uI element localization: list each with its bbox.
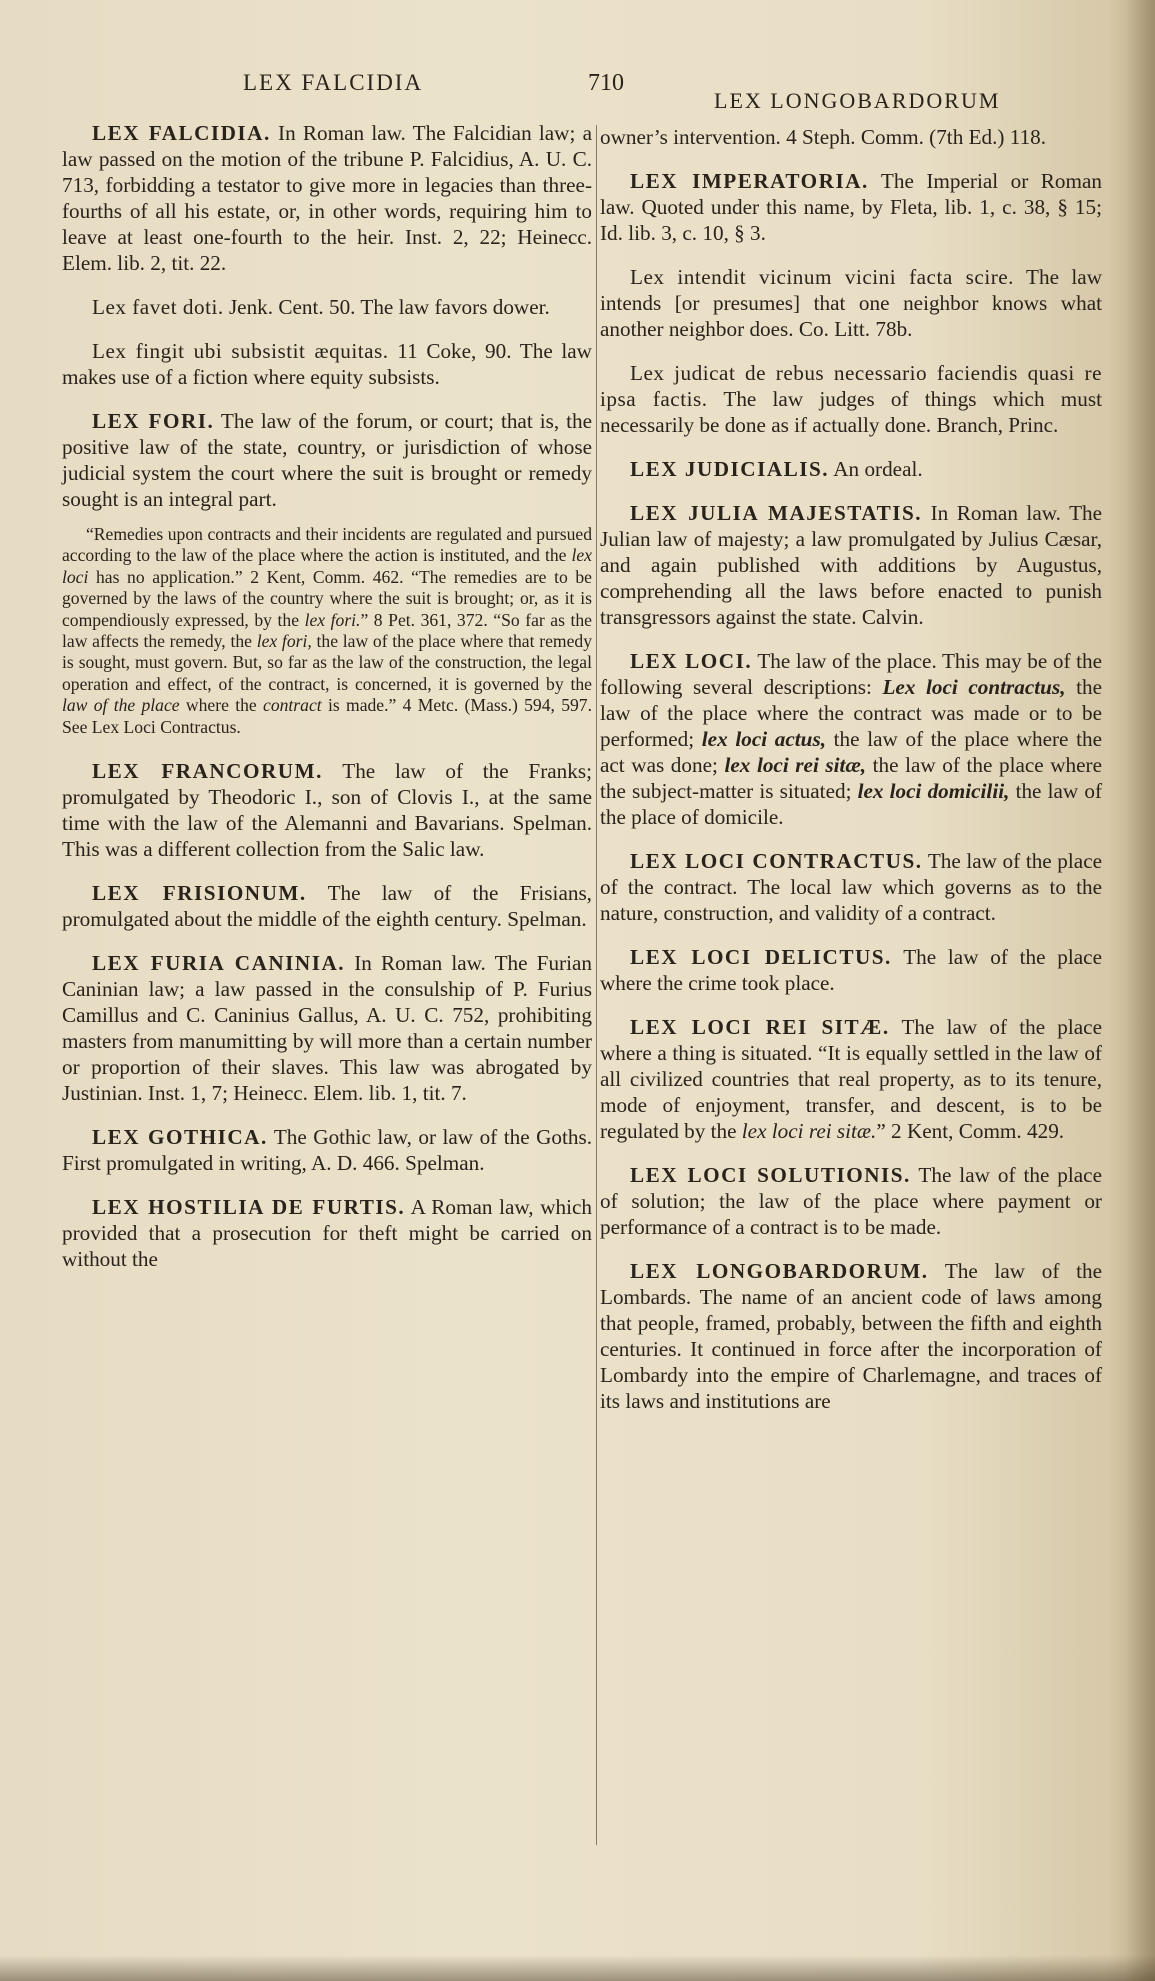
quote-text: “Remedies upon contracts and their incidents are regulated and pursued according to the law of the place where the action is instituted, and the [62,524,592,566]
right-column [600,124,1102,1432]
page-spine-shadow [1125,0,1155,1981]
left-column [62,120,592,1290]
entry-lex-fori [62,408,592,512]
entry-definition: The law of the place of solution; the law of the place where payment or performance of a contract is to be made. [600,1163,1102,1239]
entry-definition: the law of the place where the subject-matter is situated; [600,753,1103,803]
entry-term: LEX FRISIONUM. [92,881,307,906]
entry-term: LEX JUDICIALIS. [630,457,830,481]
entry-subterm: lex loci actus, [701,727,826,751]
entry-definition: The law of the Franks; promulgated by Theodoric I., son of Clovis I., at the same time with the law of the Alemanni and Bavarians. Spelman. This was a different collection from the Salic law. [62,759,592,862]
entry-lex-gothica [62,1124,592,1176]
entry-term: LEX FURIA CANINIA. [92,951,346,976]
quote-text: ” 8 Pet. 361, 372. “So far as the law affects the remedy, the [62,609,592,652]
entry-lex-frisionum [62,880,592,932]
entry-term: LEX FALCIDIA. [92,121,271,145]
entry-term: LEX IMPERATORIA. [630,169,869,193]
entry-term: LEX LOCI CONTRACTUS. [630,849,923,873]
quote-text: is made.” 4 Metc. (Mass.) 594, 597. See Lex Loci Contractus. [62,695,593,737]
quote-text: the law of the place where that remedy is sought, must govern. But, so far as the law of the construction, the legal operation and effect, of the contract, is concerned, it is governed by the [62,631,592,694]
entry-definition: In Roman law. The Julian law of majesty; a law promulgated by Julius Cæsar, and again published with additions by Augustus, comprehending all the laws before enacted to punish transgressors against the state. Calvin. [600,501,1103,629]
running-head-right: LEX LONGOBARDORUM [714,88,1001,113]
entry-lex-longobardorum [600,1258,1102,1414]
entry-definition: The law of the Frisians, promulgated about the middle of the eighth century. Spelman. [62,881,592,932]
entry-lex-loci [600,648,1102,830]
quote-italic: lex fori. [304,609,361,630]
entry-lex-hostilia-de-furtis [62,1194,592,1272]
entry-lex-fingit [62,338,592,390]
entry-subterm: Lex loci contractus, [882,675,1066,699]
entry-subterm: lex loci domicilii, [857,779,1010,803]
entry-term: LEX LOCI REI SITÆ. [630,1015,890,1039]
entry-definition: A Roman law, which provided that a prosecution for theft might be carried on without the [62,1195,592,1272]
entry-term: Lex intendit vicinum vicini facta scire. [630,265,1014,289]
entry-definition: The law of the place where a thing is situated. “It is equally settled in the law of all civilized countries that real property, as to its tenure, mode of enjoyment, transfer, and descent, is to be regulated by the [600,1015,1102,1143]
entry-term: LEX LOCI. [630,649,753,673]
entry-term: Lex judicat de rebus necessario faciendis quasi re ipsa factis. [600,361,1102,411]
entry-definition: 11 Coke, 90. The law makes use of a fiction where equity subsists. [62,339,592,389]
entry-definition: The law of the place where the crime took place. [600,945,1102,995]
quote-italic: lex loci [62,545,592,587]
entry-lex-imperatoria [600,168,1102,246]
quote-italic: contract [263,695,322,716]
entry-term: Lex favet doti. [92,295,224,319]
entry-lex-julia-majestatis [600,500,1102,630]
entry-lex-judicialis [600,456,1102,482]
running-head-left: LEX FALCIDIA [243,70,424,95]
entry-subterm: lex loci rei sitæ, [724,753,867,777]
entry-term: LEX FRANCORUM. [92,759,323,784]
quote-text: has no application.” 2 Kent, Comm. 462. “The remedies are to be governed by the laws of the country where the suit is brought; or, as it is compendiously expressed, by the [62,566,592,630]
entry-continuation: owner’s intervention. 4 Steph. Comm. (7th Ed.) 118. [600,125,1047,149]
entry-lex-fori-quotation [62,524,592,738]
entry-lex-favet-doti [62,294,592,320]
entry-definition: The law of the place of the contract. The local law which governs as to the nature, construction, and validity of a contract. [600,849,1102,925]
quote-text: where the [185,695,257,716]
entry-definition: In Roman law. The Furian Caninian law; a law passed in the consulship of P. Furius Camillus and C. Caninius Gallus, A. U. C. 752, prohibiting masters from manumitting by will more than a certain number or proportion of their slaves. This law was abrogated by Justinian. Inst. 1, 7; Heinecc. Elem. lib. 1, tit. 7. [62,951,592,1106]
quote-italic: law of the place [62,695,180,716]
entry-lex-loci-solutionis [600,1162,1102,1240]
entry-definition: The Gothic law, or law of the Goths. First promulgated in writing, A. D. 466. Spelman. [62,1125,592,1176]
entry-term: LEX FORI. [92,409,215,433]
entry-definition: The Imperial or Roman law. Quoted under this name, by Fleta, lib. 1, c. 38, § 15; Id. lib. 3, c. 10, § 3. [600,169,1102,245]
entry-definition: the law of the place where the contract was made or to be performed; [600,675,1103,751]
entry-term: Lex fingit ubi subsistit æquitas. [92,339,389,363]
entry-lex-francorum [62,758,592,862]
entry-definition: An ordeal. [833,457,923,481]
entry-lex-judicat [600,360,1102,438]
entry-term: LEX GOTHICA. [92,1125,268,1150]
entry-lex-loci-contractus [600,848,1102,926]
entry-definition: the law of the place of domicile. [600,779,1102,829]
entry-definition: The law of the Lombards. The name of an ancient code of laws among that people, framed, probably, between the fifth and eighth centuries. It continued in force after the incorporation of Lombardy into the empire of Charlemagne, and traces of its laws and institutions are [600,1259,1102,1413]
page-bottom-edge [0,1955,1155,1981]
column-divider [596,125,597,1845]
entry-definition: The law of the forum, or court; that is, the positive law of the state, country, or jurisdiction of whose judicial system the court where the suit is brought or remedy sought is an integral part. [62,409,592,511]
entry-lex-intendit [600,264,1102,342]
entry-definition: the law of the place where the act was done; [600,727,1103,777]
entry-definition: In Roman law. The Falcidian law; a law passed on the motion of the tribune P. Falcidius, A. U. C. 713, forbidding a testator to give more in legacies than three-fourths of all his estate, or, in other words, requiring him to leave at least one-fourth to the heir. Inst. 2, 22; Heinecc. Elem. lib. 2, tit. 22. [62,121,592,275]
entry-lex-loci-rei-sitae [600,1014,1102,1144]
entry-definition: The law intends [or presumes] that one neighbor knows what another neighbor does. Co. Litt. 78b. [600,265,1102,341]
entry-definition: ” 2 Kent, Comm. 429. [876,1119,1065,1143]
entry-lex-falcidia [62,120,592,276]
entry-term: LEX LOCI DELICTUS. [630,945,892,969]
entry-definition: Jenk. Cent. 50. The law favors dower. [228,295,550,319]
entry-italic: lex loci rei sitæ. [741,1119,877,1143]
entry-term: LEX LOCI SOLUTIONIS. [630,1163,911,1187]
entry-term: LEX JULIA MAJESTATIS. [630,501,923,525]
page-number: 710 [588,70,624,96]
entry-lex-furia-caninia [62,950,592,1106]
entry-definition: The law judges of things which must necessarily be done as if actually done. Branch, Princ. [600,387,1102,437]
entry-definition: The law of the place. This may be of the following several descriptions: [600,649,1102,699]
entry-term: LEX HOSTILIA DE FURTIS. [92,1195,406,1220]
entry-term: LEX LONGOBARDORUM. [630,1259,929,1283]
entry-lex-loci-delictus [600,944,1102,996]
quote-italic: lex fori, [256,631,312,652]
